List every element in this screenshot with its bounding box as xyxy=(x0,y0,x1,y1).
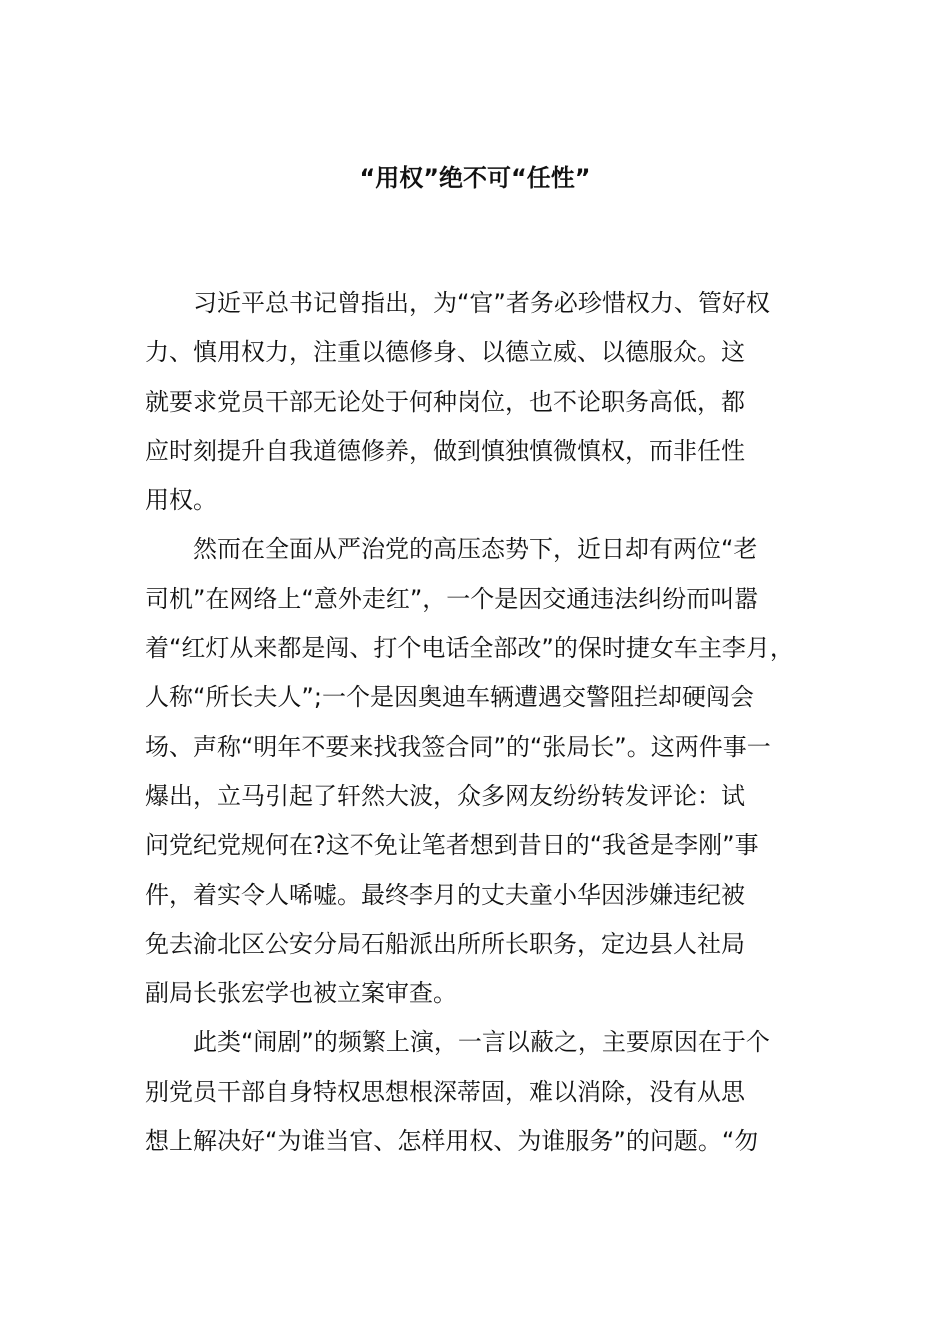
paragraph-2-line-9: 免去渝北区公安分局石船派出所所长职务，定边县人社局 xyxy=(145,929,745,958)
paragraph-1-line-3: 就要求党员干部无论处于何种岗位，也不论职务高低，都 xyxy=(145,387,745,416)
paragraph-2-line-2: 司机”在网络上“意外走红”，一个是因交通违法纠纷而叫嚣 xyxy=(145,584,759,613)
document-title: “用权”绝不可“任性” xyxy=(359,164,591,192)
paragraph-2-line-5: 场、声称“明年不要来找我签合同”的“张局长”。这两件事一 xyxy=(145,732,771,761)
paragraph-2-line-1: 然而在全面从严治党的高压态势下，近日却有两位“老 xyxy=(193,535,758,564)
paragraph-2-line-10: 副局长张宏学也被立案审查。 xyxy=(145,979,457,1008)
paragraph-1-line-2: 力、慎用权力，注重以德修身、以德立威、以德服众。这 xyxy=(145,338,745,367)
paragraph-1-line-1: 习近平总书记曾指出，为“官”者务必珍惜权力、管好权 xyxy=(193,289,770,317)
document-body xyxy=(145,279,805,1166)
paragraph-3-line-1: 此类“闹剧”的频繁上演，一言以蔽之，主要原因在于个 xyxy=(193,1028,770,1057)
paragraph-1-line-4: 应时刻提升自我道德修养，做到慎独慎微慎权，而非任性 xyxy=(145,436,745,465)
paragraph-1-line-5: 用权。 xyxy=(145,486,217,515)
paragraph-2-line-3: 着“红灯从来都是闯、打个电话全部改”的保时捷女车主李月， xyxy=(145,634,794,663)
paragraph-2-line-4: 人称“所长夫人”;一个是因奥迪车辆遭遇交警阻拦却硬闯会 xyxy=(145,683,754,712)
paragraph-3-line-3: 想上解决好“为谁当官、怎样用权、为谁服务”的问题。“勿 xyxy=(145,1127,759,1156)
paragraph-2-line-8: 件，着实令人唏嘘。最终李月的丈夫童小华因涉嫌违纪被 xyxy=(145,880,745,909)
paragraph-2-line-6: 爆出，立马引起了轩然大波，众多网友纷纷转发评论：试 xyxy=(145,781,745,810)
paragraph-2-line-7: 问党纪党规何在?这不免让笔者想到昔日的“我爸是李刚”事 xyxy=(145,831,759,860)
paragraph-3-line-2: 别党员干部自身特权思想根深蒂固，难以消除，没有从思 xyxy=(145,1077,745,1106)
